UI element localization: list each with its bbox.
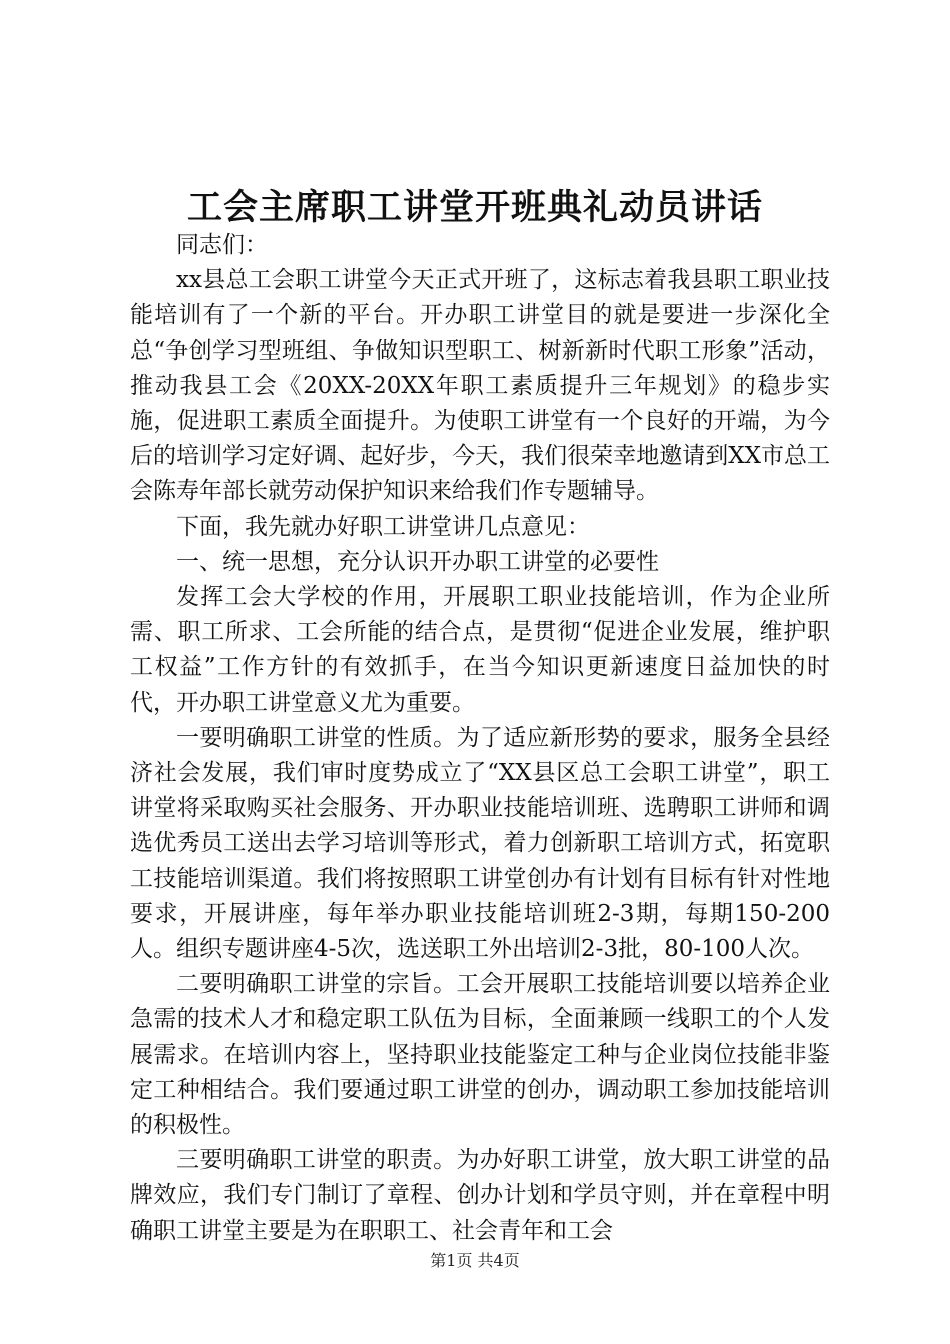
document-body <box>130 228 830 1249</box>
body-paragraph: 一要明确职工讲堂的性质。为了适应新形势的要求，服务全县经济社会发展，我们审时度势成立了“XX县区总工会职工讲堂”，职工讲堂将采取购买社会服务、开办职业技能培训班、选聘职工讲师和调选优秀员工送出去学习培训等形式，着力创新职工培训方式，拓宽职工技能培训渠道。我们将按照职工讲堂创办有计划有目标有针对性地要求，开展讲座，每年举办职业技能培训班2-3期，每期150-200人。组织专题讲座4-5次，选送职工外出培训2-3批，80-100人次。 <box>130 724 830 963</box>
section-heading: 一、统一思想，充分认识开办职工讲堂的必要性 <box>176 548 659 575</box>
body-paragraph: 二要明确职工讲堂的宗旨。工会开展职工技能培训要以培养企业急需的技术人才和稳定职工队伍为目标，全面兼顾一线职工的个人发展需求。在培训内容上，坚持职业技能鉴定工种与企业岗位技能非鉴定工种相结合。我们要通过职工讲堂的创办，调动职工参加技能培训的积极性。 <box>130 971 830 1139</box>
salutation-paragraph: 同志们： <box>176 232 268 258</box>
body-paragraph: 三要明确职工讲堂的职责。为办好职工讲堂，放大职工讲堂的品牌效应，我们专门制订了章程、创办计划和学员守则，并在章程中明确职工讲堂主要是为在职职工、社会青年和工会 <box>130 1147 830 1244</box>
body-paragraph: 发挥工会大学校的作用，开展职工职业技能培训，作为企业所需、职工所求、工会所能的结合点，是贯彻“促进企业发展，维护职工权益”工作方针的有效抓手，在当今知识更新速度日益加快的时代，开办职工讲堂意义尤为重要。 <box>130 584 830 716</box>
document-title: 工会主席职工讲堂开班典礼动员讲话 <box>186 187 763 228</box>
page-number-footer: 第1页 共4页 <box>430 1251 520 1270</box>
body-paragraph: 下面，我先就办好职工讲堂讲几点意见： <box>176 513 590 540</box>
body-paragraph: xx县总工会职工讲堂今天正式开班了，这标志着我县职工职业技能培训有了一个新的平台。开办职工讲堂目的就是要进一步深化全总“争创学习型班组、争做知识型职工、树新新时代职工形象”活动，推动我县工会《20XX-20XX年职工素质提升三年规划》的稳步实施，促进职工素质全面提升。为使职工讲堂有一个良好的开端，为今后的培训学习定好调、起好步，今天，我们很荣幸地邀请到XX市总工会陈寿年部长就劳动保护知识来给我们作专题辅导。 <box>130 267 830 505</box>
